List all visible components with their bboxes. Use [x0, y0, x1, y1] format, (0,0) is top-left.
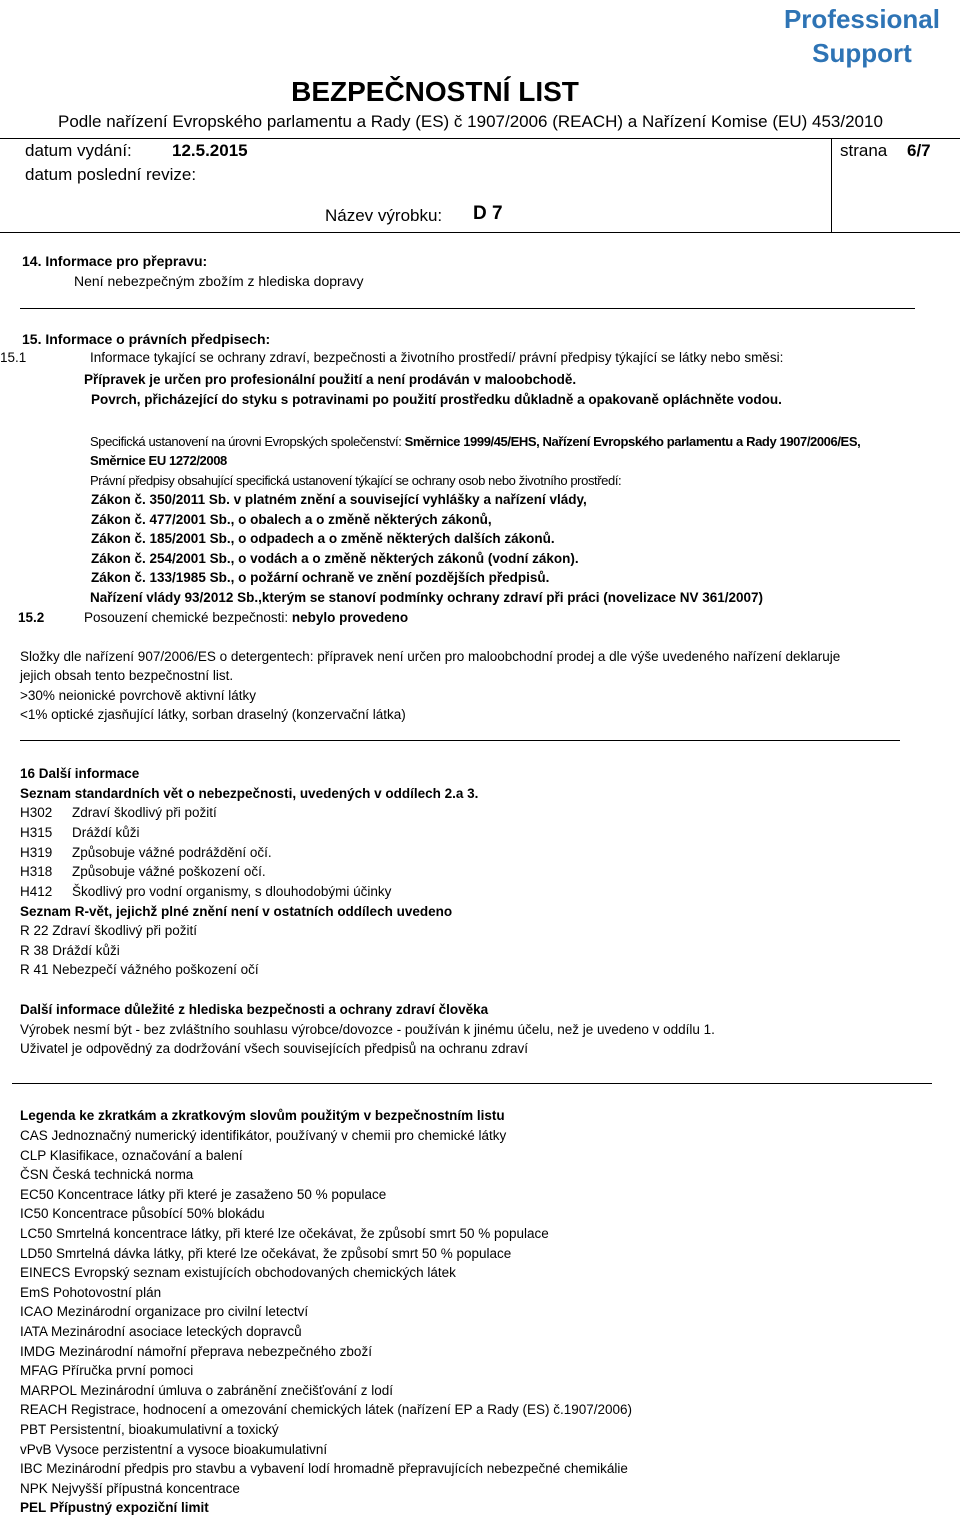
section-15-2-number: 15.2 [18, 610, 45, 625]
h-phrase-text: Způsobuje vážné podráždění očí. [72, 845, 272, 860]
law-item: Zákon č. 350/2011 Sb. v platném znění a související vyhlášky a nařízení vlády, [91, 492, 587, 507]
eu-provisions-directives: Směrnice 1999/45/EHS, Nařízení Evropského parlamentu a Rady 1907/2006/ES, [404, 434, 861, 449]
legend-item: IC50 Koncentrace působící 50% blokádu [20, 1206, 265, 1222]
legend-item: IBC Mezinárodní předpis pro stavbu a vybavení lodí hromadně přepravujících nebezpečné chemikálie [20, 1461, 628, 1477]
brand-logo [784, 2, 940, 70]
brand-line-2: Support [812, 38, 912, 68]
h-phrase-code: H319 [20, 845, 53, 860]
section-15-1-text: Informace tykající se ochrany zdraví, bezpečnosti a životního prostředí/ právní předpisy týkající se látky nebo směsi: [90, 350, 784, 365]
document-title: BEZPEČNOSTNÍ LIST [291, 76, 579, 107]
legend-item: EC50 Koncentrace látky při které je zasaženo 50 % populace [20, 1186, 387, 1202]
section-16-heading: 16 Další informace [20, 766, 140, 781]
h-phrase-code: H315 [20, 825, 53, 840]
further-info-line-2: Uživatel je odpovědný za dodržování všech souvisejících předpisů na ochranu zdraví [20, 1041, 529, 1056]
legend-item: EmS Pohotovostní plán [20, 1284, 162, 1300]
h-phrase-code: H412 [20, 884, 53, 899]
page-value: 6/7 [907, 141, 931, 160]
divider-line [12, 1083, 932, 1084]
revision-date-label: datum poslední revize: [25, 165, 197, 184]
rinse-instruction-line: Povrch, přicházející do styku s potravinami po použití prostředku důkladně a opakovaně opláchněte vodou. [91, 392, 782, 407]
legend-item: PBT Persistentní, bioakumulativní a toxický [20, 1421, 279, 1437]
document-subtitle: Podle nařízení Evropského parlamentu a Rady (ES) č 1907/2006 (REACH) a Nařízení Komise (EU) 453/2010 [58, 112, 883, 131]
law-item: Zákon č. 185/2001 Sb., o odpadech a o změně některých dalších zákonů. [91, 531, 555, 546]
legend-item: ICAO Mezinárodní organizace pro civilní letectví [20, 1304, 309, 1320]
further-info-title: Další informace důležité z hlediska bezpečnosti a ochrany zdraví člověka [20, 1002, 489, 1017]
legend-item: CLP Klasifikace, označování a balení [20, 1147, 243, 1163]
legend-title: Legenda ke zkratkám a zkratkovým slovům použitým v bezpečnostním listu [20, 1108, 505, 1123]
law-item: Zákon č. 254/2001 Sb., o vodách a o změně některých zákonů (vodní zákon). [91, 551, 579, 566]
eu-provisions-directive-2: Směrnice EU 1272/2008 [90, 453, 227, 468]
page-label: strana [840, 141, 888, 160]
professional-use-line: Přípravek je určen pro profesionální použití a není prodáván v maloobchodě. [84, 372, 577, 387]
brand-line-1: Professional [783, 4, 940, 34]
legend-item: IATA Mezinárodní asociace leteckých dopravců [20, 1323, 302, 1339]
r-phrase: R 41 Nebezpečí vážného poškození očí [20, 962, 259, 977]
detergent-regulation-line-1: Složky dle nařízení 907/2006/ES o detergentech: přípravek není určen pro maloobchodní prodej a dle výše uvedeného nařízení deklaruje [20, 649, 841, 664]
legend-item: MFAG Příručka první pomoci [20, 1363, 194, 1379]
legend-item: NPK Nejvyšší přípustná koncentrace [20, 1480, 240, 1496]
legend-item: EINECS Evropský seznam existujících obchodovaných chemických látek [20, 1265, 456, 1281]
h-phrases-title: Seznam standardních vět o nebezpečnosti, uvedených v oddílech 2.a 3. [20, 786, 479, 801]
legal-intro: Právní předpisy obsahující specifická ustanovení týkající se ochrany osob nebo životního prostředí: [90, 473, 622, 488]
legend-item: vPvB Vysoce perzistentní a vysoce bioakumulativní [20, 1441, 328, 1457]
legend-item: MARPOL Mezinárodní úmluva o zabránění znečišťování z lodí [20, 1382, 393, 1398]
law-item: Zákon č. 477/2001 Sb., o obalech a o změně některých zákonů, [91, 512, 492, 527]
legend-list [20, 1126, 632, 1518]
detergent-regulation-line-2: jejich obsah tento bezpečnostní list. [20, 668, 234, 683]
h-phrase-text: Zdraví škodlivý při požití [72, 805, 217, 820]
section-14-text: Není nebezpečným zbožím z hlediska dopravy [74, 273, 364, 289]
composition-line-1: >30% neionické povrchově aktivní látky [20, 688, 257, 703]
section-15-2-text [84, 610, 408, 625]
eu-provisions-prefix: Specifická ustanovení na úrovni Evropských společenství: [90, 434, 405, 449]
header-divider [831, 138, 832, 233]
legend-item: LD50 Smrtelná dávka látky, při které lze očekávat, že způsobí smrt 50 % populace [20, 1245, 512, 1261]
legend-item: REACH Registrace, hodnocení a omezování chemických látek (nařízení EP a Rady (ES) č.1907/2006) [20, 1402, 633, 1418]
r-phrase: R 22 Zdraví škodlivý při požití [20, 923, 198, 938]
product-name-label: Název výrobku: [325, 206, 443, 225]
divider-line [20, 308, 915, 309]
r-phrase: R 38 Dráždí kůži [20, 943, 120, 958]
composition-line-2: <1% optické zjasňující látky, sorban draselný (konzervační látka) [20, 707, 406, 722]
eu-specific-provisions [90, 434, 860, 449]
h-phrase-code: H302 [20, 805, 53, 820]
h-phrase-text: Škodlivý pro vodní organismy, s dlouhodobými účinky [72, 884, 392, 899]
legend-item: LC50 Smrtelná koncentrace látky, při které lze očekávat, že způsobí smrt 50 % populace [20, 1225, 549, 1241]
legend-item: CAS Jednoznačný numerický identifikátor, používaný v chemii pro chemické látky [20, 1128, 507, 1143]
h-phrase-text: Způsobuje vážné poškození očí. [72, 864, 266, 879]
issue-date-label: datum vydání: [25, 141, 132, 160]
safety-assessment-label: Posouzení chemické bezpečnosti: [84, 610, 292, 625]
issue-date-value: 12.5.2015 [172, 141, 248, 160]
product-name-value: D 7 [473, 203, 503, 224]
legend-item: IMDG Mezinárodní námořní přeprava nebezpečného zboží [20, 1343, 372, 1359]
h-phrase-code: H318 [20, 864, 53, 879]
safety-assessment-value: nebylo provedeno [291, 610, 409, 625]
divider-line [20, 740, 900, 741]
section-14-heading: 14. Informace pro přepravu: [22, 253, 208, 269]
further-info-line-1: Výrobek nesmí být - bez zvláštního souhlasu výrobce/dovozce - používán k jinému účelu, než je uvedeno v oddílu 1. [20, 1022, 715, 1037]
legend-item: ČSN Česká technická norma [20, 1167, 194, 1183]
law-item: Nařízení vlády 93/2012 Sb.,kterým se stanoví podmínky ochrany zdraví při práci (novelizace NV 361/2007) [90, 590, 764, 605]
section-15-heading: 15. Informace o právních předpisech: [22, 331, 271, 347]
section-15-1-number: 15.1 [0, 350, 27, 365]
legend-item-pel: PEL Přípustný expoziční limit [20, 1500, 209, 1516]
h-phrase-text: Dráždí kůži [72, 825, 140, 840]
law-item: Zákon č. 133/1985 Sb., o požární ochraně ve znění pozdějších předpisů. [91, 570, 550, 585]
r-phrases-title: Seznam R-vět, jejichž plné znění není v ostatních oddílech uvedeno [20, 904, 453, 919]
